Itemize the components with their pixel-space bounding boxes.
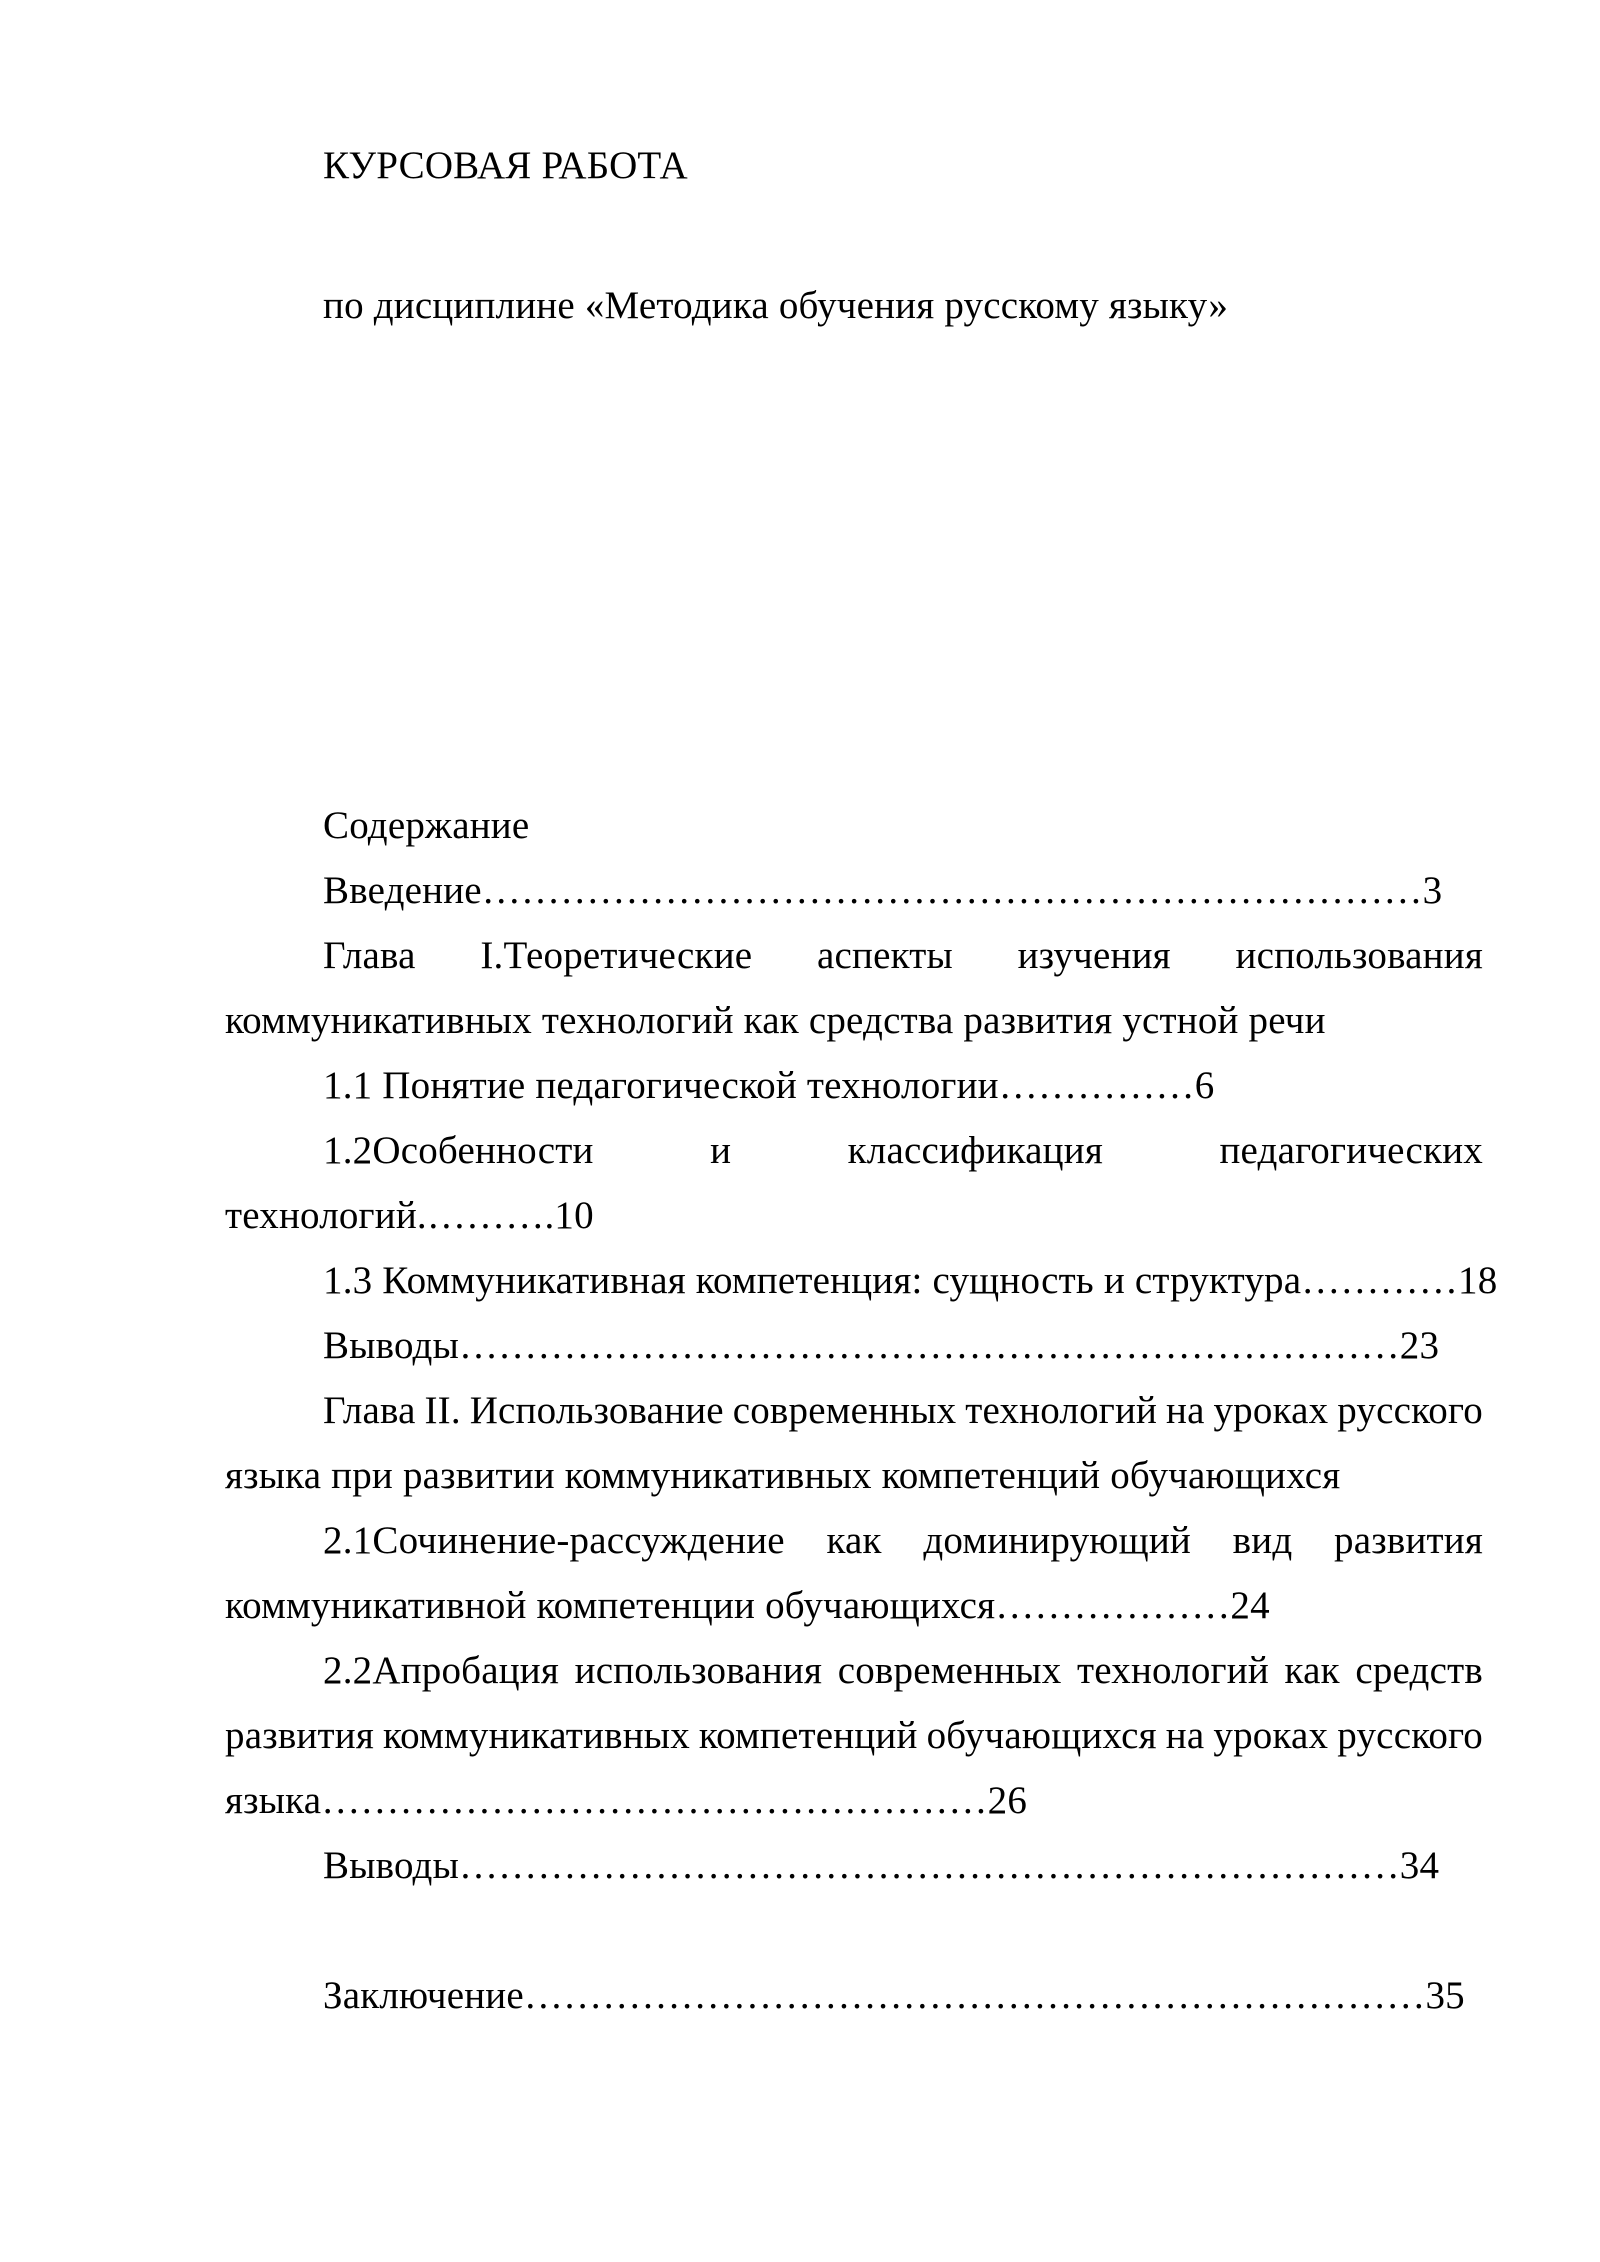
toc-entry-section-2-1-line2: коммуникативной компетенции обучающихся………………24 <box>225 1584 1270 1627</box>
toc-entry-introduction: Введение………………………………………………………………3 <box>323 869 1443 912</box>
toc-entry-chapter1-line1: Глава I.Теоретические аспекты изучения использования <box>323 934 1483 977</box>
document-discipline-subtitle: по дисциплине «Методика обучения русскому языку» <box>323 284 1229 327</box>
toc-entry-section-1-3: 1.3 Коммуникативная компетенция: сущность и структура…………18 <box>323 1259 1498 1302</box>
toc-entry-chapter1-line2: коммуникативных технологий как средства развития устной речи <box>225 999 1326 1042</box>
toc-heading: Содержание <box>323 804 530 847</box>
document-title: КУРСОВАЯ РАБОТА <box>323 144 688 187</box>
toc-entry-chapter2-line2: языка при развитии коммуникативных компетенций обучающихся <box>225 1454 1341 1497</box>
spacer-after-title <box>225 198 1483 273</box>
toc-entry-section-2-2-line2: развития коммуникативных компетенций обучающихся на уроках русского <box>225 1714 1483 1757</box>
toc-entry-section-2-1-line1: 2.1Сочинение-рассуждение как доминирующий вид развития <box>323 1519 1483 1562</box>
toc-entry-conclusions-chapter1: Выводы………………………………………………………………23 <box>323 1324 1440 1367</box>
toc-entry-section-1-2-line2: технологий.……….10 <box>225 1194 594 1237</box>
toc-entry-section-1-2-line1: 1.2Особенности и классификация педагогических <box>323 1129 1483 1172</box>
toc-entry-conclusions-chapter2: Выводы………………………………………………………………34 <box>323 1844 1440 1887</box>
toc-entry-section-2-2-line3: языка……………………………………………26 <box>225 1779 1028 1822</box>
toc-entry-section-2-2-line1: 2.2Апробация использования современных технологий как средств <box>323 1649 1483 1692</box>
toc-entry-conclusion: Заключение……………………………………………………………35 <box>323 1974 1465 2017</box>
spacer-before-conclusion <box>225 1898 1483 1963</box>
toc-entry-chapter2-line1: Глава II. Использование современных технологий на уроках русского <box>323 1389 1483 1432</box>
spacer-before-contents <box>225 338 1483 793</box>
toc-entry-section-1-1: 1.1 Понятие педагогической технологии……………6 <box>323 1064 1215 1107</box>
